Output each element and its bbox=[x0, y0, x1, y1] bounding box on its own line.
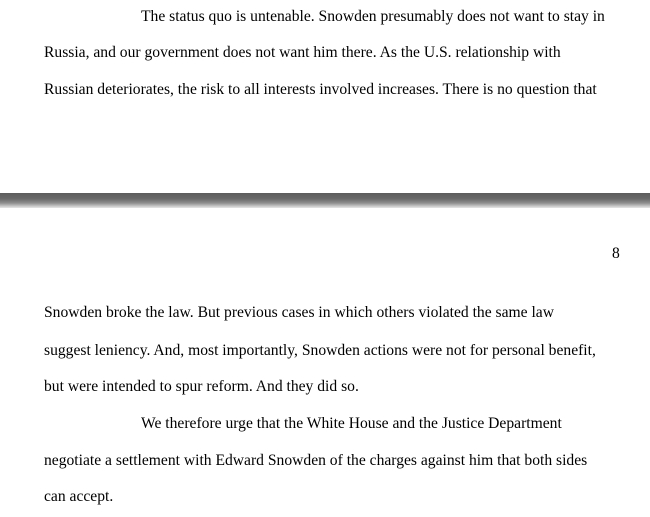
page-number: 8 bbox=[612, 245, 620, 262]
paragraph-line: Russia, and our government does not want him there. As the U.S. relationship with bbox=[44, 44, 561, 61]
paragraph-line: We therefore urge that the White House and the Justice Department bbox=[141, 415, 562, 432]
document-page-lower bbox=[0, 208, 650, 517]
paragraph-line: The status quo is untenable. Snowden presumably does not want to stay in bbox=[141, 8, 605, 25]
page-break-separator bbox=[0, 193, 650, 208]
paragraph-line: suggest leniency. And, most importantly, Snowden actions were not for personal benefit, bbox=[44, 342, 596, 359]
paragraph-line: Russian deteriorates, the risk to all interests involved increases. There is no question that bbox=[44, 81, 597, 98]
paragraph-line: negotiate a settlement with Edward Snowden of the charges against him that both sides bbox=[44, 452, 588, 469]
paragraph-line: but were intended to spur reform. And they did so. bbox=[44, 378, 359, 395]
paragraph-line: Snowden broke the law. But previous cases in which others violated the same law bbox=[44, 304, 554, 321]
paragraph-line: can accept. bbox=[44, 488, 114, 505]
